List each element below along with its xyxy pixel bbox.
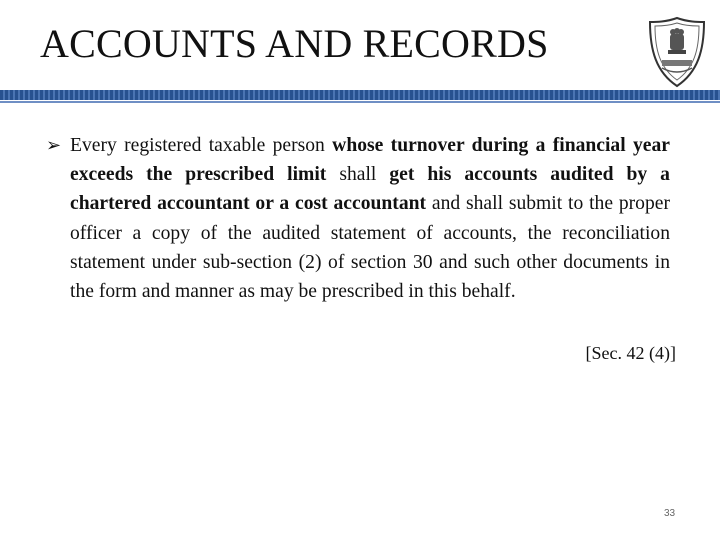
- header-rule-band: [0, 90, 720, 100]
- bullet-paragraph: [46, 131, 670, 306]
- body-text-bold-segment: get his accounts audited by a chartered accountant or a cost accountant: [70, 164, 670, 215]
- header-rule-thin: [0, 101, 720, 103]
- emblem-shield-icon: [648, 16, 706, 88]
- body-text-segment: Every registered taxable person: [70, 135, 333, 156]
- slide-title: ACCOUNTS AND RECORDS: [40, 21, 549, 66]
- page-number: 33: [664, 508, 676, 519]
- body-text-bold-segment: whose turnover during a financial year exceeds the prescribed limit: [70, 135, 670, 186]
- section-reference: [Sec. 42 (4)]: [585, 343, 676, 363]
- body-text-segment: shall: [326, 164, 390, 186]
- arrow-bullet-icon: ➢: [46, 135, 62, 155]
- body-text-segment: and shall submit to the proper officer a copy of the audited statement of accounts, the reconciliation statement under sub-section (2) of section 30 and such other documents in the form and manner as may be prescribed in this behalf.: [70, 193, 670, 303]
- body-text: [70, 135, 670, 302]
